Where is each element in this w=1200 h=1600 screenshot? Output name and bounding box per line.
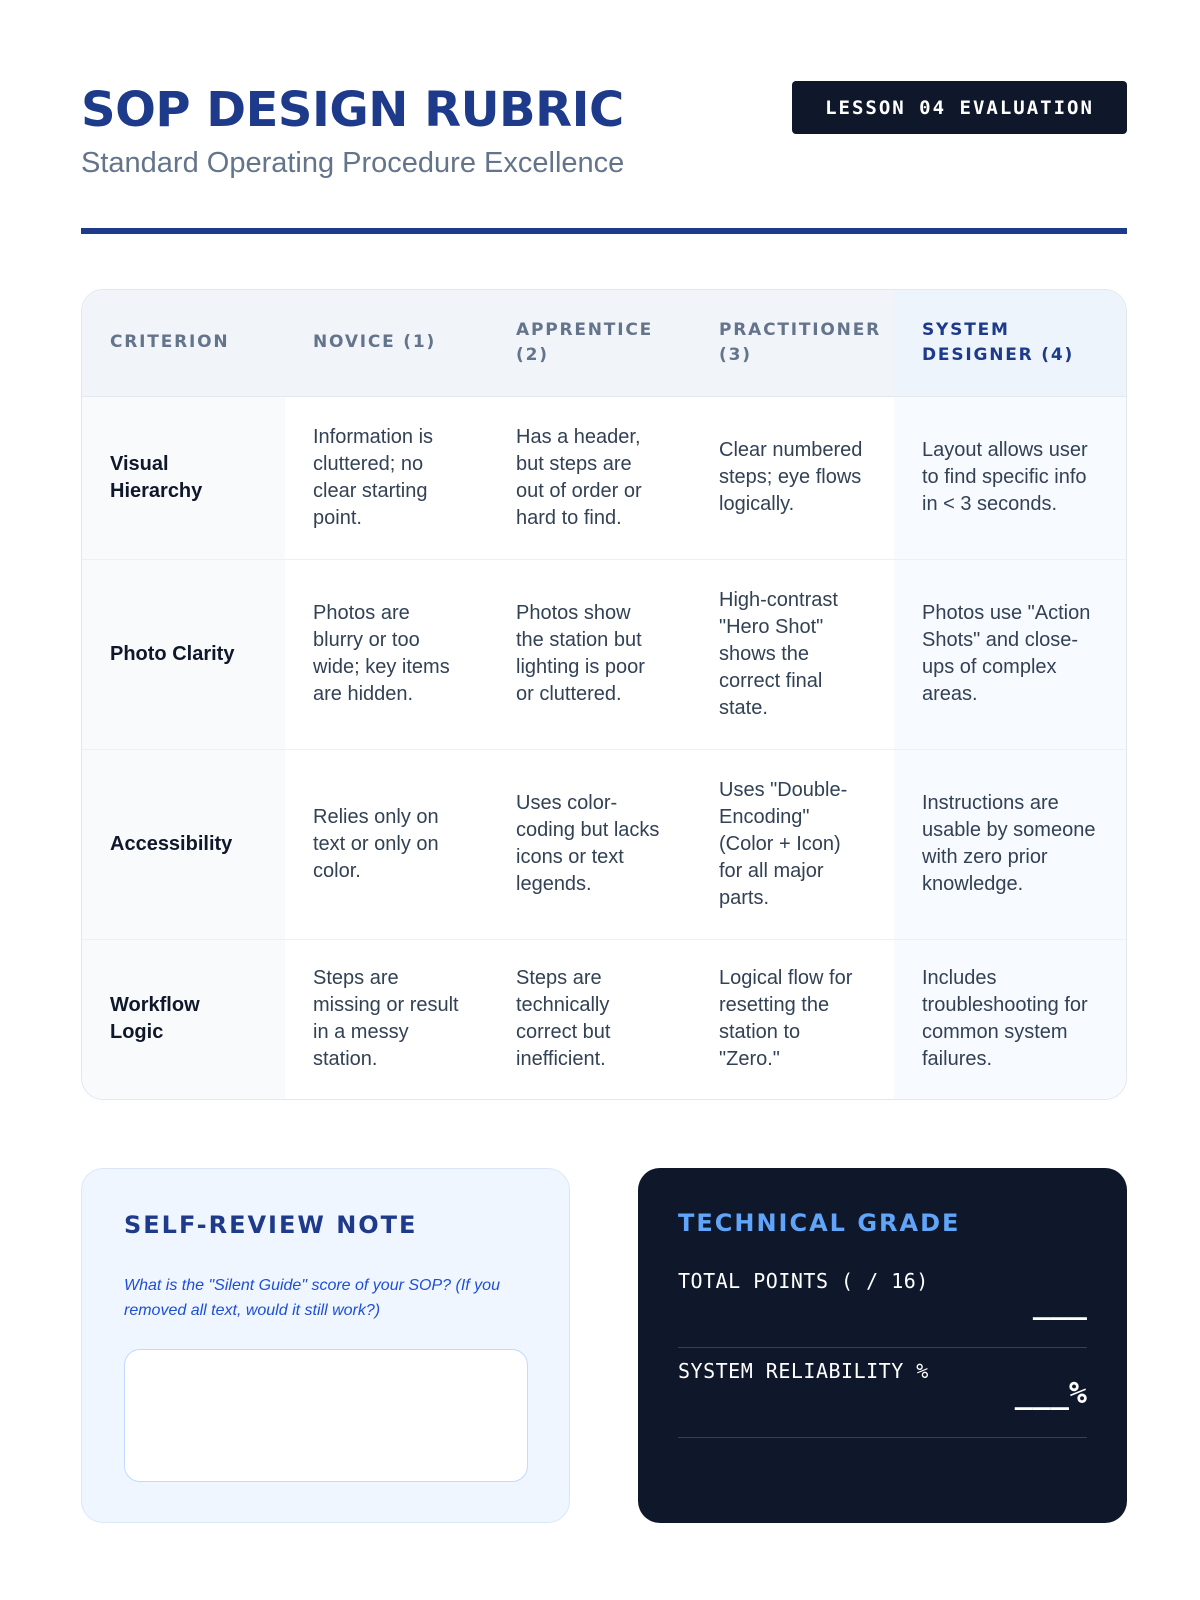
novice-cell: Photos are blurry or too wide; key items are hidden. bbox=[285, 559, 488, 749]
table-row bbox=[82, 559, 1127, 749]
system-reliability-row bbox=[678, 1348, 1087, 1438]
criterion-cell: Workflow Logic bbox=[82, 939, 285, 1099]
column-header-novice: NOVICE (1) bbox=[285, 290, 488, 396]
column-header-apprentice: APPRENTICE (2) bbox=[488, 290, 691, 396]
practitioner-cell: High-contrast "Hero Shot" shows the correct final state. bbox=[691, 559, 894, 749]
self-review-answer-box[interactable] bbox=[124, 1349, 528, 1482]
lesson-badge: LESSON 04 EVALUATION bbox=[792, 81, 1127, 134]
total-points-row bbox=[678, 1258, 1087, 1348]
criterion-cell: Photo Clarity bbox=[82, 559, 285, 749]
novice-cell: Steps are missing or result in a messy station. bbox=[313, 967, 459, 1071]
page-subtitle: Standard Operating Procedure Excellence bbox=[81, 147, 625, 179]
apprentice-cell: Photos show the station but lighting is poor or cluttered. bbox=[488, 559, 691, 749]
designer-cell: Instructions are usable by someone with zero prior knowledge. bbox=[894, 749, 1127, 939]
column-header-criterion: CRITERION bbox=[82, 290, 285, 396]
designer-cell: Layout allows user to find specific info in < 3 seconds. bbox=[894, 396, 1127, 559]
system-reliability-label: SYSTEM RELIABILITY % bbox=[678, 1359, 929, 1383]
practitioner-cell: Clear numbered steps; eye flows logically. bbox=[691, 396, 894, 559]
designer-cell: Photos use "Action Shots" and close-ups of complex areas. bbox=[894, 559, 1127, 749]
self-review-prompt: What is the "Silent Guide" score of your SOP? (If you removed all text, would it still work?) bbox=[124, 1277, 500, 1319]
criterion-cell: Visual Hierarchy bbox=[82, 396, 285, 559]
table-header-row bbox=[82, 290, 1127, 396]
self-review-title: SELF-REVIEW NOTE bbox=[124, 1211, 418, 1239]
apprentice-cell: Uses color-coding but lacks icons or text legends. bbox=[488, 749, 691, 939]
table-row bbox=[82, 939, 1127, 1099]
novice-cell: Relies only on text or only on color. bbox=[285, 749, 488, 939]
apprentice-cell: Has a header, but steps are out of order or hard to find. bbox=[488, 396, 691, 559]
rubric-table-card bbox=[81, 289, 1127, 1100]
self-review-card bbox=[81, 1168, 570, 1523]
designer-cell: Includes troubleshooting for common system failures. bbox=[894, 939, 1127, 1099]
table-row bbox=[82, 396, 1127, 559]
practitioner-cell: Logical flow for resetting the station to "Zero." bbox=[719, 967, 853, 1071]
practitioner-cell: Uses "Double-Encoding" (Color + Icon) for all major parts. bbox=[691, 749, 894, 939]
rubric-table bbox=[82, 290, 1127, 1099]
column-header-practitioner: PRACTITIONER (3) bbox=[691, 290, 894, 396]
novice-cell: Information is cluttered; no clear starting point. bbox=[285, 396, 488, 559]
technical-grade-title: TECHNICAL GRADE bbox=[678, 1209, 961, 1237]
system-reliability-value: ___% bbox=[1014, 1376, 1087, 1411]
total-points-label: TOTAL POINTS ( / 16) bbox=[678, 1269, 929, 1293]
technical-grade-card bbox=[638, 1168, 1127, 1523]
page-title: SOP DESIGN RUBRIC bbox=[81, 82, 624, 138]
apprentice-cell: Steps are technically correct but inefficient. bbox=[516, 967, 611, 1071]
column-header-system-designer: SYSTEM DESIGNER (4) bbox=[894, 290, 1127, 396]
table-row bbox=[82, 749, 1127, 939]
page-header bbox=[81, 78, 1127, 238]
header-divider bbox=[81, 228, 1127, 234]
criterion-cell: Accessibility bbox=[82, 749, 285, 939]
total-points-value: ___ bbox=[1032, 1286, 1087, 1321]
